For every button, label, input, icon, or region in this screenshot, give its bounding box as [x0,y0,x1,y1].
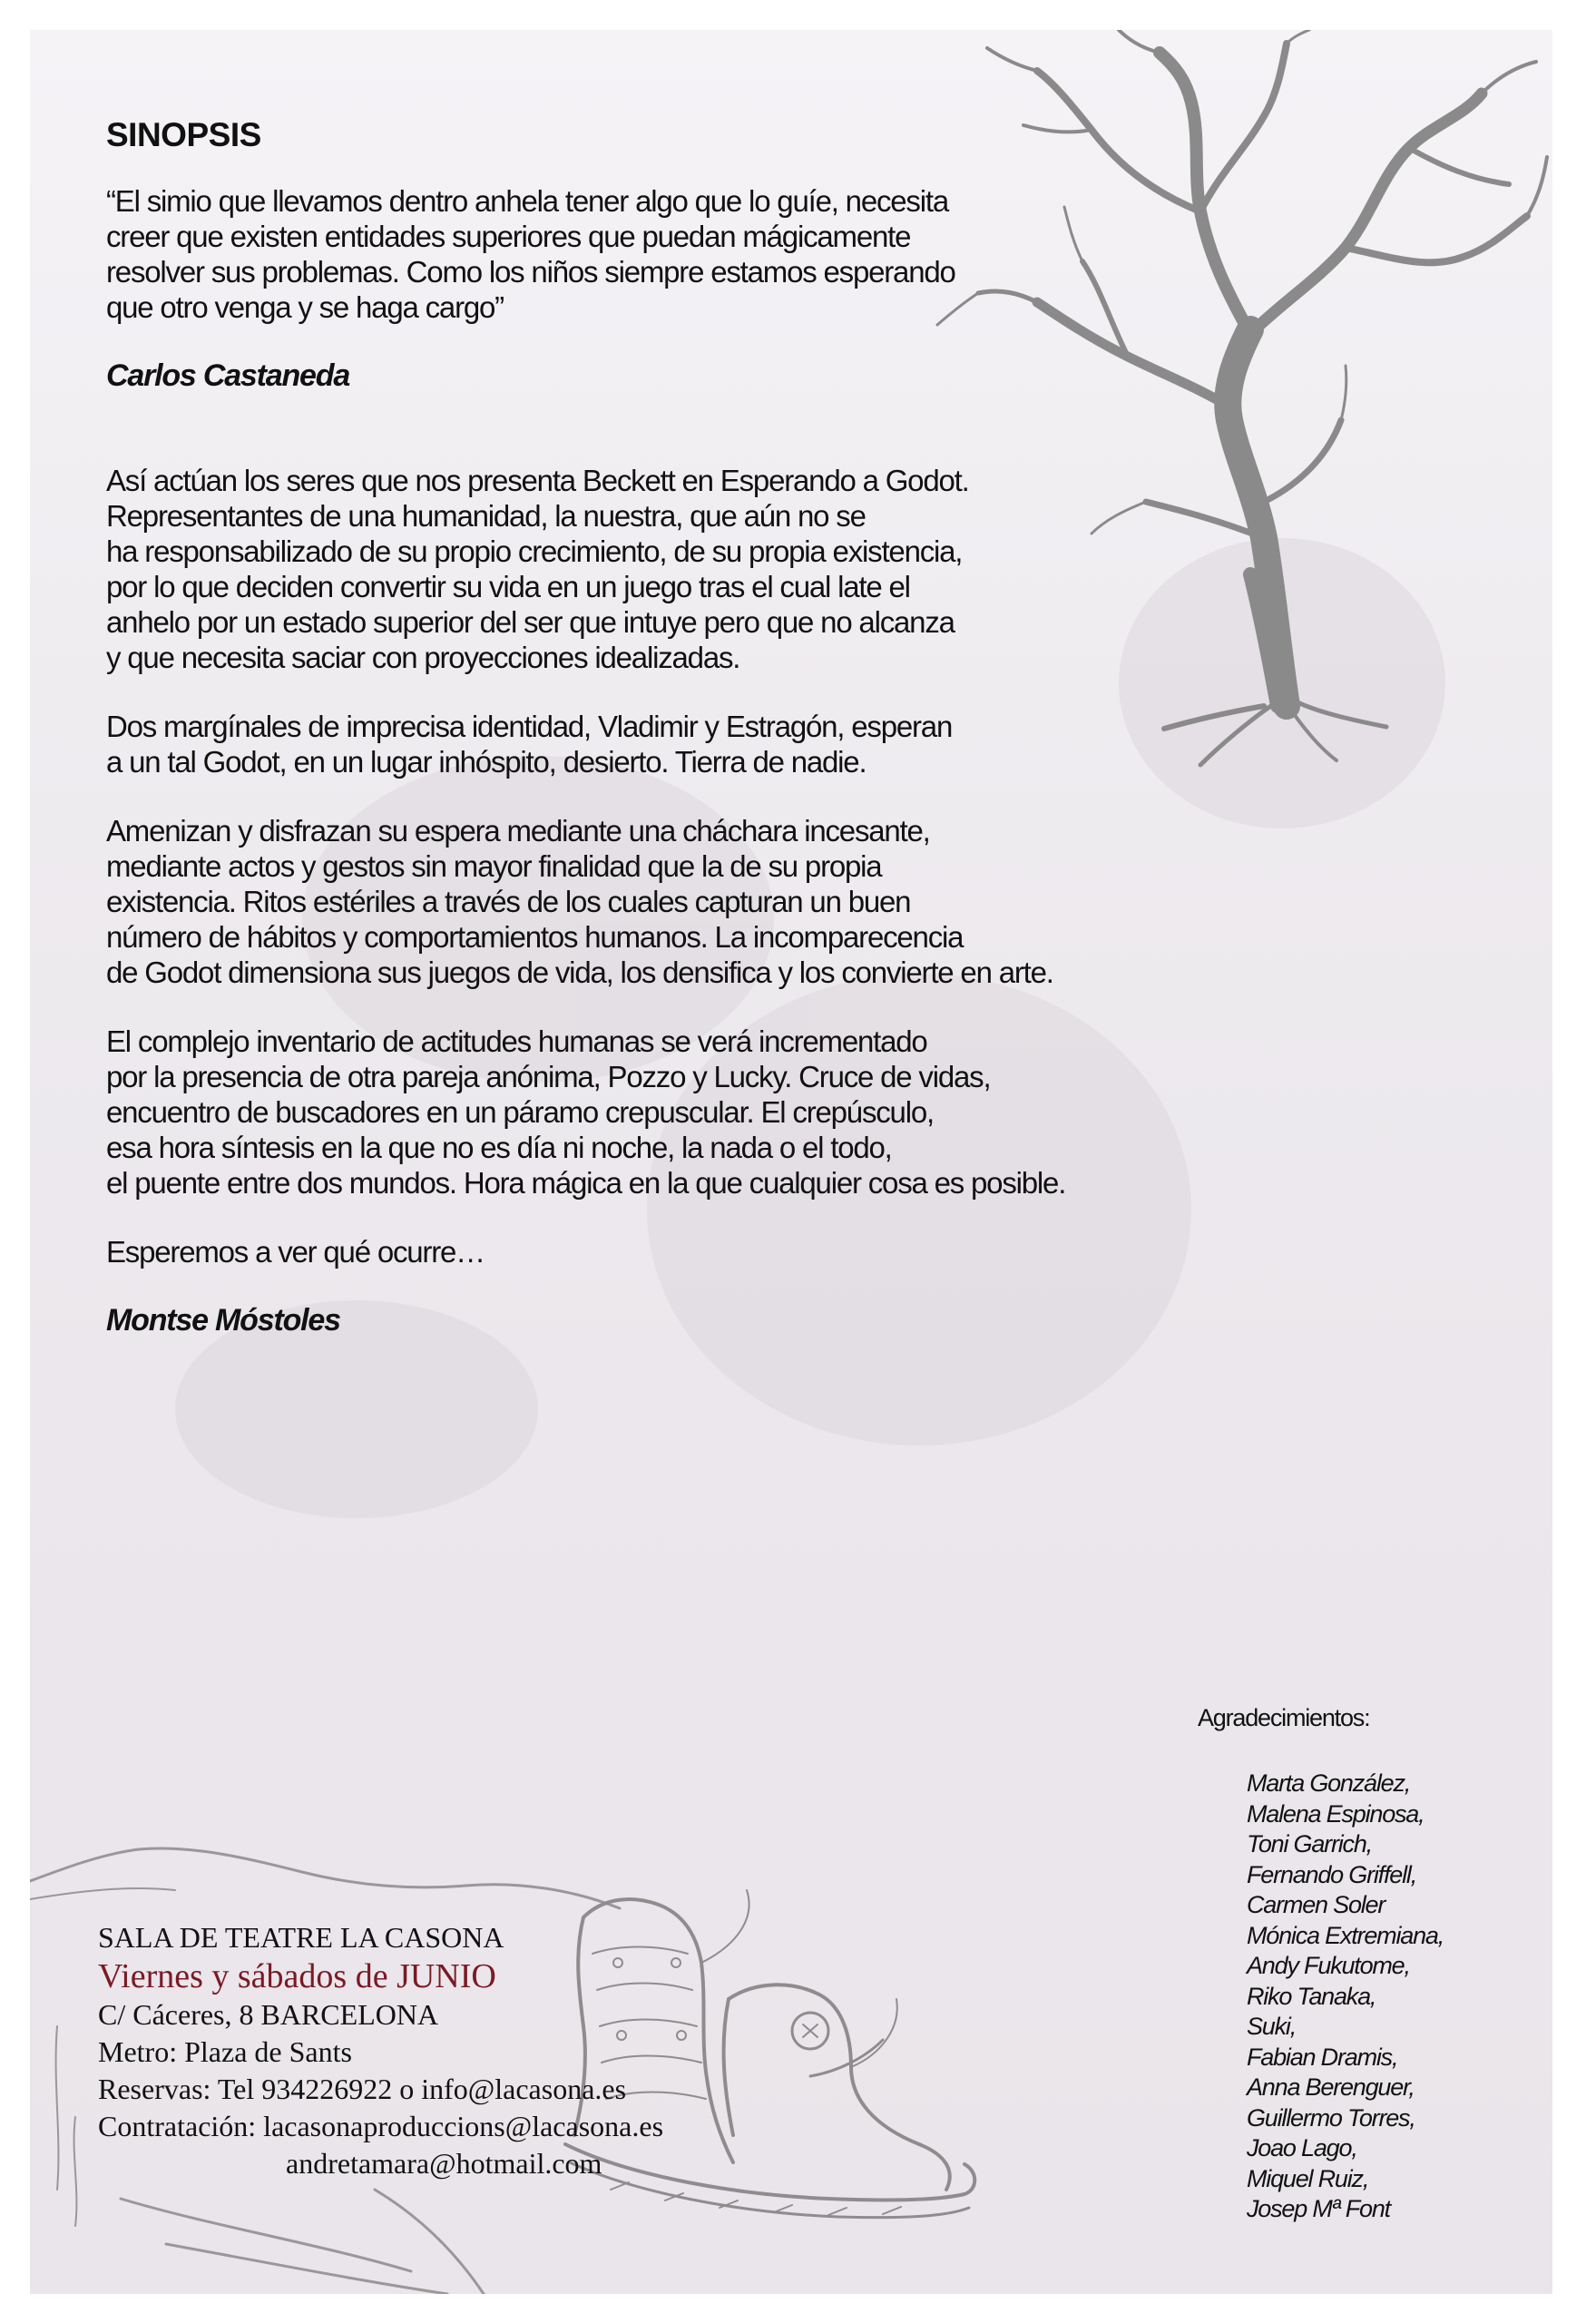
list-item: Andy Fukutome, [1247,1952,1410,1979]
venue-reservas: Reservas: Tel 934226922 o info@lacasona.es [98,2073,627,2105]
list-item: Carmen Soler [1247,1891,1385,1918]
quote-author: Carlos Castaneda [106,358,350,393]
list-item: Malena Espinosa, [1247,1799,1425,1828]
synopsis-heading: SINOPSIS [106,116,261,153]
list-item: Josep Mª Font [1247,2195,1390,2222]
acknowledgements-title: Agradecimientos: [1198,1704,1370,1731]
program-page [30,30,1552,2294]
list-item: Suki, [1247,2013,1297,2040]
list-item: Mónica Extremiana, [1247,1921,1444,1949]
acknowledgements-list [1198,1769,1552,2225]
list-item: Marta González, [1247,1769,1411,1797]
list-item: Fernando Griffell, [1247,1860,1416,1888]
venue-contratacion: Contratación: lacasonaproduccions@lacasona.es [98,2110,664,2142]
synopsis-paragraph: Así actúan los seres que nos presenta Beckett en Esperando a Godot. Representantes de una humanidad, la nuestra, que aún no se ha responsabilizado de su propio crecimiento, de su propia existencia, por lo que deciden convertir su vida en un juego tras el cual late el anhelo por un estado superior del ser que intuye pero que no alcanza y que necesita saciar con proyecciones idealizadas. [106,464,969,674]
list-item: Toni Garrich, [1247,1830,1372,1857]
synopsis-section [106,116,1249,1338]
synopsis-paragraph: Esperemos a ver qué ocurre… [106,1235,485,1269]
venue-address: C/ Cáceres, 8 BARCELONA [98,1998,439,2031]
list-item: Riko Tanaka, [1247,1982,1376,2010]
venue-metro: Metro: Plaza de Sants [98,2035,352,2068]
acknowledgements [1198,1704,1552,2225]
venue-dates: Viernes y sábados de JUNIO [98,1957,496,1995]
list-item: Fabian Dramis, [1247,2043,1398,2071]
list-item: Joao Lago, [1247,2134,1357,2161]
venue-info [98,1919,915,2182]
venue-name: SALA DE TEATRE LA CASONA [98,1921,504,1954]
opening-quote: “El simio que llevamos dentro anhela tener algo que lo guíe, necesita creer que existen entidades superiores que puedan mágicamente resolver sus problemas. Como los niños siempre estamos esperando que otro venga y se haga cargo” [106,184,955,324]
list-item: Anna Berenguer, [1247,2073,1415,2101]
signature: Montse Móstoles [106,1303,340,1338]
synopsis-paragraph: Dos margínales de imprecisa identidad, Vladimir y Estragón, esperan a un tal Godot, en un lugar inhóspito, desierto. Tierra de nadie. [106,710,953,779]
synopsis-paragraph: Amenizan y disfrazan su espera mediante una cháchara incesante, mediante actos y gestos sin mayor finalidad que la de su propia existencia. Ritos estériles a través de los cuales capturan un buen número de hábitos y comportamientos humanos. La incomparecencia de Godot dimensiona sus juegos de vida, los densifica y los convierte en arte. [106,814,1053,989]
list-item: Miquel Ruiz, [1247,2164,1369,2192]
synopsis-paragraph: El complejo inventario de actitudes humanas se verá incrementado por la presencia de otra pareja anónima, Pozzo y Lucky. Cruce de vidas, encuentro de buscadores en un páramo crepuscular. El crepúsculo, esa hora síntesis en la que no es día ni noche, la nada o el todo, el puente entre dos mundos. Hora mágica en la que cualquier cosa es posible. [106,1024,1066,1200]
list-item: Guillermo Torres, [1247,2103,1415,2132]
venue-email: andretamara@hotmail.com [286,2147,602,2180]
